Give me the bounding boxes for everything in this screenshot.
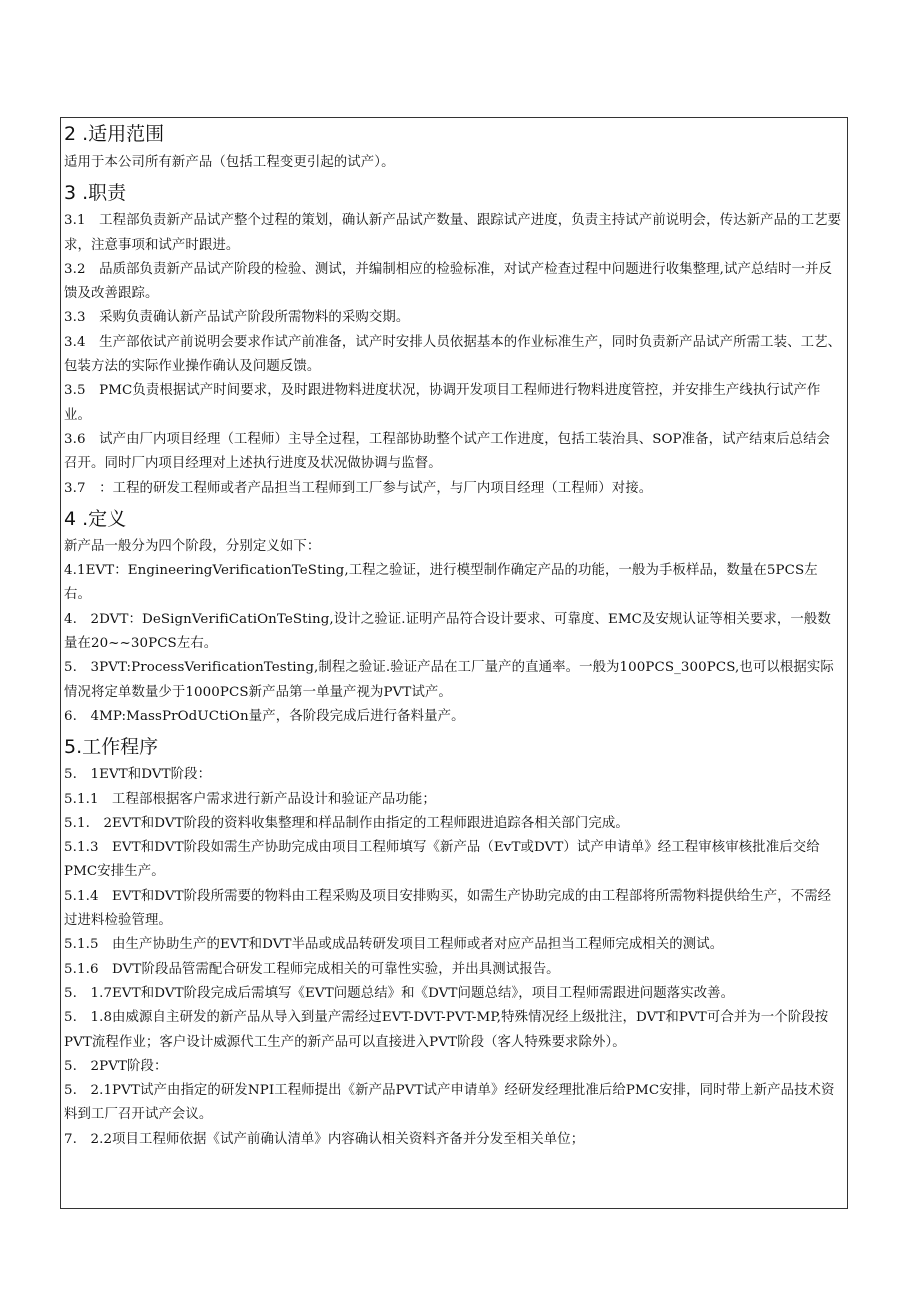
paragraph: 适用于本公司所有新产品（包括工程变更引起的试产）。 xyxy=(64,155,395,170)
paragraph: 5.1.6 DVT阶段品管需配合研发工程师完成相关的可靠性实验，并出具测试报告。 xyxy=(64,961,560,977)
paragraph: 3.4 生产部依试产前说明会要求作试产前准备，试产时安排人员依据基本的作业标准生产，同时负责新产品试产所需工装、工艺、包装方法的实际作业操作确认及问题反馈。 xyxy=(64,334,842,375)
paragraph: 5.1.1 工程部根据客户需求进行新产品设计和验证产品功能； xyxy=(64,791,436,807)
document-content xyxy=(64,118,843,1152)
paragraph: 5.1.5 由生产协助生产的EVT和DVT半品或成品转研发项目工程师或者对应产品担当工程师完成相关的测试。 xyxy=(64,937,724,953)
paragraph: 4. 2DVT：DeSignVerifiCatiOnTeSting,设计之验证.证明产品符合设计要求、可靠度、EMC及安规认证等相关要求，一般数量在20~~30PCS左右。 xyxy=(64,611,831,652)
paragraph: 3.3 采购负责确认新产品试产阶段所需物料的采购交期。 xyxy=(64,310,410,326)
paragraph: 5.1. 2EVT和DVT阶段的资料收集整理和样品制作由指定的工程师跟进追踪各相关部门完成。 xyxy=(64,815,629,831)
paragraph: 3.7 ：工程的研发工程师或者产品担当工程师到工厂参与试产，与厂内项目经理（工程师）对接。 xyxy=(64,480,653,496)
paragraph: 3.1 工程部负责新产品试产整个过程的策划，确认新产品试产数量、跟踪试产进度，负责主持试产前说明会，传达新产品的工艺要求，注意事项和试产时跟进。 xyxy=(64,213,842,253)
paragraph: 3.5 PMC负责根据试产时间要求，及时跟进物料进度状况，协调开发项目工程师进行物料进度管控，并安排生产线执行试产作业。 xyxy=(64,383,821,423)
paragraph: 5. 2PVT阶段： xyxy=(64,1058,168,1074)
paragraph: 4.1EVT：EngineeringVerificationTeSting,工程之验证，进行模型制作确定产品的功能，一般为手板样品，数量在5PCS左右。 xyxy=(64,563,818,603)
section-heading-definitions: 4 .定义 xyxy=(64,507,127,530)
paragraph: 6. 4MP:MassPrOdUCtiOn量产，各阶段完成后进行备料量产。 xyxy=(64,708,465,724)
paragraph: 7. 2.2项目工程师依据《试产前确认清单》内容确认相关资料齐备并分发至相关单位； xyxy=(64,1131,585,1147)
section-heading-responsibilities: 3 .职责 xyxy=(64,182,127,205)
paragraph: 5. 2.1PVT试产由指定的研发NPI工程师提出《新产品PVT试产申请单》经研发经理批准后给PMC安排，同时带上新产品技术资料到工厂召开试产会议。 xyxy=(64,1083,835,1123)
paragraph: 3.2 品质部负责新产品试产阶段的检验、测试，并编制相应的检验标准，对试产检查过程中问题进行收集整理,试产总结时一并反馈及改善跟踪。 xyxy=(64,261,832,302)
paragraph: 5.1.3 EVT和DVT阶段如需生产协助完成由项目工程师填写《新产品（EvT或DVT）试产申请单》经工程审核审核批准后交给PMC安排生产。 xyxy=(64,840,820,880)
paragraph: 5. 1.7EVT和DVT阶段完成后需填写《EVT问题总结》和《DVT问题总结》，项目工程师需跟进问题落实改善。 xyxy=(64,985,735,1001)
section-heading-scope: 2 .适用范围 xyxy=(64,123,165,145)
paragraph: 5. 1.8由威源自主研发的新产品从导入到量产需经过EVT-DVT-PVT-MP,特殊情况经上级批注，DVT和PVT可合并为一个阶段按PVT流程作业；客户设计威源代工生产的新产品可以直接进入PVT阶段（客人特殊要求除外）。 xyxy=(64,1010,829,1050)
paragraph: 3.6 试产由厂内项目经理（工程师）主导全过程，工程部协助整个试产工作进度，包括工装治具、SOP准备，试产结束后总结会召开。同时厂内项目经理对上述执行进度及状况做协调与监督。 xyxy=(64,431,831,472)
document-frame xyxy=(60,117,848,1209)
paragraph: 5. 3PVT:ProcessVerificationTesting,制程之验证.验证产品在工厂量产的直通率。一般为100PCS_300PCS,也可以根据实际情况将定单数量少于1000PCS新产品第一单量产视为PVT试产。 xyxy=(64,660,834,700)
paragraph: 5. 1EVT和DVT阶段： xyxy=(64,767,212,783)
section-heading-procedure: 5.工作程序 xyxy=(64,736,159,759)
paragraph: 新产品一般分为四个阶段，分别定义如下： xyxy=(64,538,321,554)
paragraph: 5.1.4 EVT和DVT阶段所需要的物料由工程采购及项目安排购买，如需生产协助完成的由工程部将所需物料提供给生产，不需经过进料检验管理。 xyxy=(64,888,832,929)
